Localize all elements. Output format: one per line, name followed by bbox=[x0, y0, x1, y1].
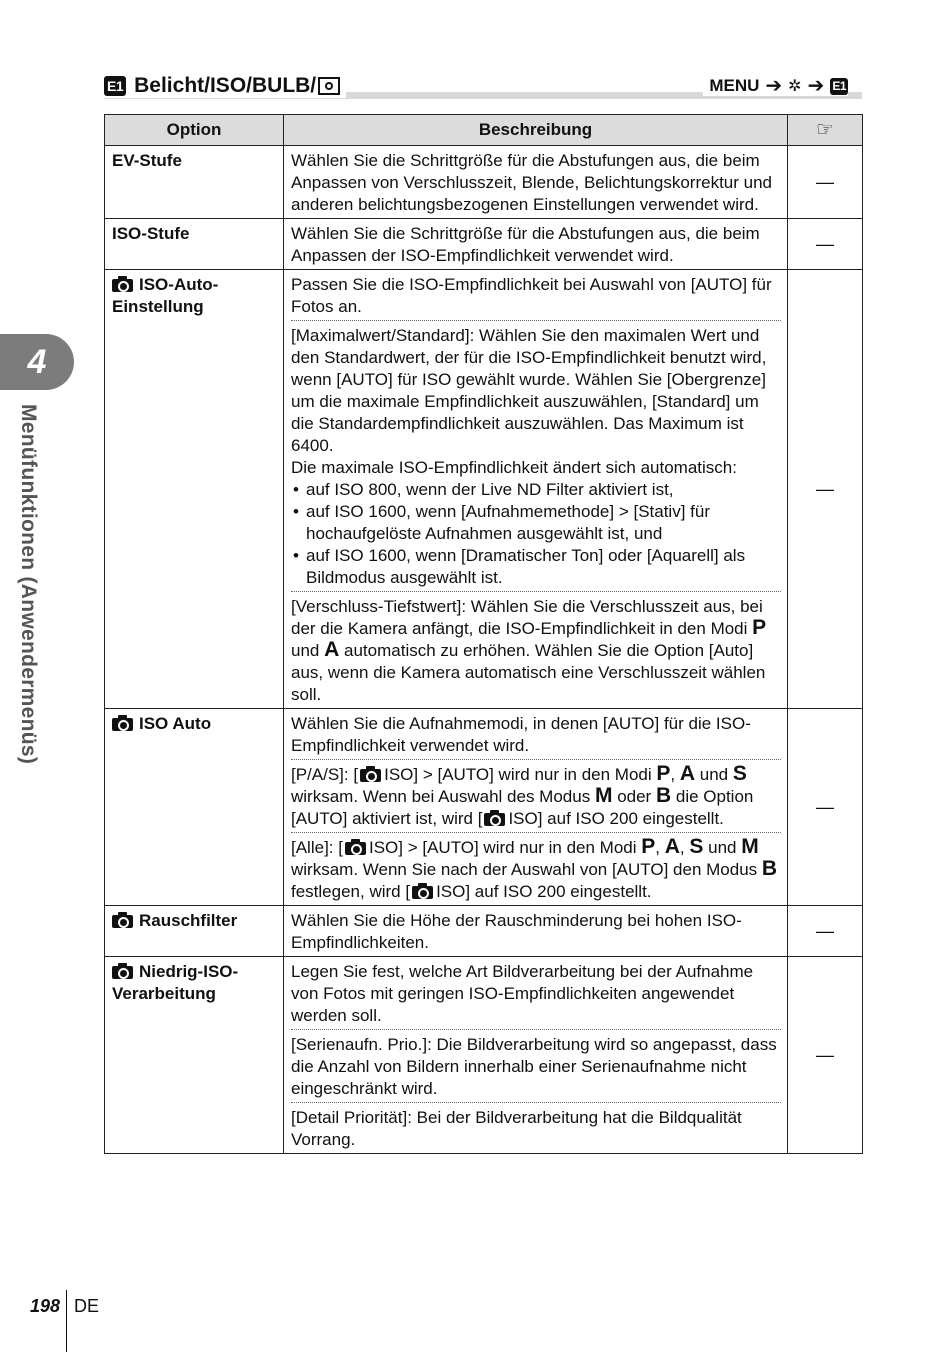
description-text: wirksam. Wenn bei Auswahl des Modus bbox=[291, 787, 591, 806]
language-code: DE bbox=[74, 1296, 100, 1316]
section-title bbox=[104, 74, 346, 98]
e1-badge-icon: E1 bbox=[832, 78, 846, 93]
description-text: [Detail Priorität]: Bei der Bildverarbeitung hat die Bildqualität Vorrang. bbox=[291, 1102, 781, 1153]
option-name: EV-Stufe bbox=[105, 146, 284, 219]
description-text: ISO] > [AUTO] wird nur in den Modi bbox=[368, 838, 637, 857]
option-name bbox=[105, 270, 284, 709]
table-row-iso-step bbox=[105, 219, 863, 270]
mode-m-glyph: M bbox=[594, 784, 613, 807]
page-number: 198 bbox=[30, 1296, 61, 1316]
description-text: [Verschluss-Tiefstwert]: Wählen Sie die Verschlusszeit aus, bei der die Kamera anfängt, die ISO-Empfindlichkeit in den Modi bbox=[291, 597, 763, 638]
description-text: , bbox=[655, 838, 660, 857]
description-text: und bbox=[699, 765, 729, 784]
gear-icon: ✲ bbox=[788, 78, 802, 95]
camera-icon bbox=[112, 912, 133, 928]
option-description bbox=[284, 906, 788, 957]
footer-divider bbox=[66, 1290, 67, 1352]
section-title-text: Belicht/ISO/BULB/ bbox=[134, 74, 317, 97]
description-text: festlegen, wird [ bbox=[291, 882, 411, 901]
reference-dash: — bbox=[788, 219, 863, 270]
description-text: die Option [AUTO] aktiviert ist, wird [ bbox=[291, 787, 754, 828]
e1-badge-icon: E1 bbox=[104, 76, 126, 96]
option-name bbox=[105, 709, 284, 906]
mode-a-glyph: A bbox=[664, 835, 680, 858]
camera-icon bbox=[484, 810, 505, 826]
camera-icon bbox=[360, 766, 381, 782]
table-row-noise-filter bbox=[105, 906, 863, 957]
description-text: Wählen Sie die Aufnahmemodi, in denen [AUTO] für die ISO-Empfindlichkeit verwendet wird. bbox=[291, 714, 751, 755]
mode-p-glyph: P bbox=[656, 762, 671, 785]
description-text: und bbox=[708, 838, 737, 857]
options-table bbox=[104, 114, 863, 1154]
option-name bbox=[105, 957, 284, 1154]
option-label: ISO Auto bbox=[139, 714, 212, 733]
column-header-option: Option bbox=[105, 115, 284, 146]
table-row-iso-auto-setting bbox=[105, 270, 863, 709]
table-row-iso-auto bbox=[105, 709, 863, 906]
option-name: ISO-Stufe bbox=[105, 219, 284, 270]
camera-icon bbox=[112, 276, 133, 292]
mode-m-glyph: M bbox=[741, 835, 759, 858]
mode-b-glyph: B bbox=[655, 784, 672, 807]
option-label: Niedrig-ISO-Verarbeitung bbox=[112, 962, 239, 1003]
description-text: und bbox=[291, 641, 320, 660]
description-text: ISO] auf ISO 200 eingestellt. bbox=[508, 809, 724, 828]
list-item: • auf ISO 800, wenn der Live ND Filter aktiviert ist, bbox=[291, 479, 781, 501]
camera-icon bbox=[412, 883, 433, 899]
option-description bbox=[284, 146, 788, 219]
table-row-ev-step bbox=[105, 146, 863, 219]
list-item: • auf ISO 1600, wenn [Aufnahmemethode] > [Stativ] für hochaufgelöste Aufnahmen ausgewählt ist, und bbox=[291, 501, 781, 545]
option-name bbox=[105, 906, 284, 957]
column-header-reference bbox=[788, 115, 863, 146]
arrow-right-icon: ➔ bbox=[807, 75, 825, 97]
camera-icon bbox=[112, 715, 133, 731]
reference-dash: — bbox=[788, 906, 863, 957]
camera-icon bbox=[345, 839, 366, 855]
option-label: ISO-Auto-Einstellung bbox=[112, 275, 219, 316]
mode-p-glyph: P bbox=[752, 616, 767, 639]
menu-word: MENU bbox=[709, 76, 760, 95]
description-text: oder bbox=[617, 787, 652, 806]
description-text: Die maximale ISO-Empfindlichkeit ändert sich automatisch: bbox=[291, 458, 737, 477]
mode-a-glyph: A bbox=[679, 762, 696, 785]
description-text: ISO] > [AUTO] wird nur in den Modi bbox=[384, 765, 652, 784]
description-text: Passen Sie die ISO-Empfindlichkeit bei Auswahl von [AUTO] für Fotos an. bbox=[291, 275, 772, 316]
description-text: Wählen Sie die Schrittgröße für die Abstufungen aus, die beim Anpassen der ISO-Empfindlichkeit verwendet wird. bbox=[291, 224, 760, 265]
description-text: [Serienaufn. Prio.]: Die Bildverarbeitung wird so angepasst, dass die Anzahl von Bildern innerhalb einer Serienaufnahme nicht eingeschränkt wird. bbox=[291, 1029, 781, 1102]
table-header-row bbox=[105, 115, 863, 146]
mode-s-glyph: S bbox=[689, 835, 704, 858]
table-row-low-iso-processing bbox=[105, 957, 863, 1154]
description-text: , bbox=[670, 765, 676, 784]
option-description bbox=[284, 709, 788, 906]
metering-icon bbox=[318, 77, 340, 95]
mode-p-glyph: P bbox=[641, 835, 656, 858]
description-text: [P/A/S]: [ bbox=[291, 765, 359, 784]
description-text: Wählen Sie die Höhe der Rauschminderung bei hohen ISO-Empfindlichkeiten. bbox=[291, 911, 742, 952]
description-segment bbox=[291, 759, 781, 832]
option-description bbox=[284, 219, 788, 270]
option-label: Rauschfilter bbox=[139, 911, 238, 930]
camera-icon bbox=[112, 963, 133, 979]
column-header-description: Beschreibung bbox=[284, 115, 788, 146]
pointing-hand-icon: ☞ bbox=[816, 118, 834, 141]
description-text: [Alle]: [ bbox=[291, 838, 343, 857]
description-text: , bbox=[679, 838, 685, 857]
mode-s-glyph: S bbox=[732, 762, 747, 785]
description-text: Wählen Sie die Schrittgröße für die Abstufungen aus, die beim Anpassen von Verschlusszeit, Blende, Belichtungskorrektur und anderen belichtungsbezogenen Einstellungen verwendet wird. bbox=[291, 151, 772, 214]
description-text: Legen Sie fest, welche Art Bildverarbeitung bei der Aufnahme von Fotos mit geringen ISO-Empfindlichkeiten angewendet werden soll. bbox=[291, 962, 754, 1025]
reference-dash: — bbox=[788, 709, 863, 906]
description-segment bbox=[291, 591, 781, 708]
reference-dash: — bbox=[788, 957, 863, 1154]
chapter-tab: 4 bbox=[0, 334, 74, 390]
option-description bbox=[284, 957, 788, 1154]
description-segment bbox=[291, 320, 781, 591]
reference-dash: — bbox=[788, 270, 863, 709]
description-segment bbox=[291, 832, 781, 905]
list-item: • auf ISO 1600, wenn [Dramatischer Ton] oder [Aquarell] als Bildmodus ausgewählt ist. bbox=[291, 545, 781, 589]
option-description bbox=[284, 270, 788, 709]
arrow-right-icon: ➔ bbox=[765, 75, 783, 97]
description-text: [Maximalwert/Standard]: Wählen Sie den maximalen Wert und den Standardwert, der für die ISO-Empfindlichkeit benutzt wird, wenn [AUTO] für ISO gewählt wurde. Wählen Sie [Obergrenze] um die maximale Empfindlichkeit auszuwählen, [Standard] um die Standardempfindlichkeit auszuwählen. Das Maximum ist 6400. bbox=[291, 326, 767, 455]
bullet-list bbox=[291, 479, 781, 589]
mode-a-glyph: A bbox=[324, 638, 340, 661]
description-text: automatisch zu erhöhen. Wählen Sie die Option [Auto] aus, wenn die Kamera automatisch eine Verschlusszeit wählen soll. bbox=[291, 641, 766, 704]
chapter-label: Menüfunktionen (Anwendermenüs) bbox=[17, 404, 40, 765]
mode-b-glyph: B bbox=[761, 857, 778, 880]
description-text: ISO] auf ISO 200 eingestellt. bbox=[436, 882, 652, 901]
description-text: wirksam. Wenn Sie nach der Auswahl von [AUTO] den Modus bbox=[291, 860, 758, 879]
section-header bbox=[104, 72, 862, 100]
reference-dash: — bbox=[788, 146, 863, 219]
menu-path bbox=[703, 76, 848, 96]
